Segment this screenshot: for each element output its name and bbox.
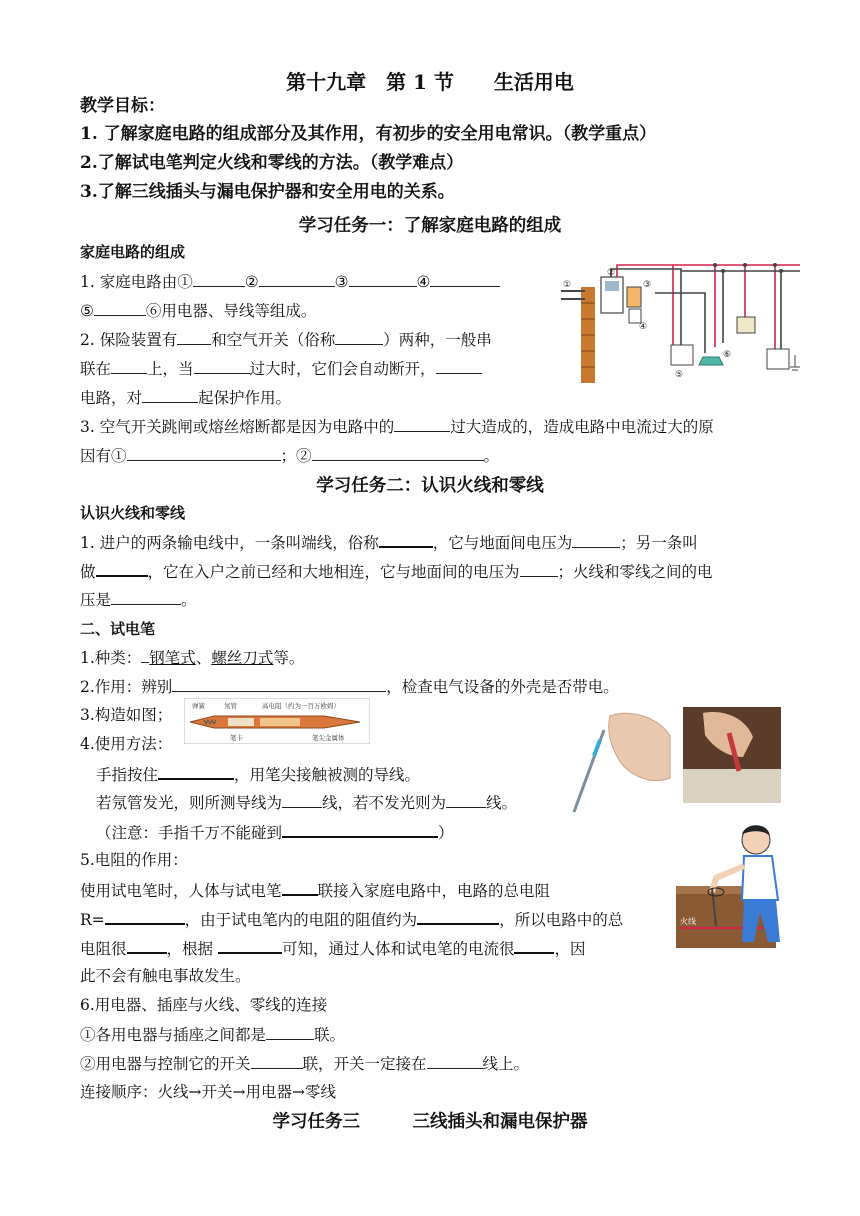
socket-left [671,345,693,365]
task1-q3-line2 [80,445,499,466]
resistance-line4: 此不会有触电事故发生。 [80,967,251,985]
task2-heading: 学习任务二：认识火线和零线 [316,476,544,496]
goal-item-1: 1. 了解家庭电路的组成部分及其作用，有初步的安全用电常识。（教学重点） [80,124,657,144]
blank[interactable] [282,821,438,838]
text: ①各用电器与插座之间都是 [80,1026,267,1044]
pen-label: 高电阻（约为一百万欧姆） [262,702,340,710]
pen-kinds [80,647,304,668]
test-pen-structure-figure [184,698,370,744]
text: ，所以电路中的总 [499,911,624,929]
text: 2. 保险装置有 [80,331,178,349]
blank[interactable] [446,792,486,808]
text: ② [244,273,259,291]
live-wires [617,265,800,357]
method-line2 [96,792,517,813]
circuit-label: ⑥ [723,350,732,360]
desk-surface [683,769,781,803]
task1-q3-line1 [80,416,714,437]
blank[interactable] [282,879,318,896]
text: ，它在入户之前已经和大地相连，它与地面间的电压为 [147,563,520,581]
resistance-line1 [80,879,550,901]
text: 、 [195,649,212,667]
blank[interactable] [572,532,620,548]
text: 螺丝刀式 [211,649,274,667]
pen-label: 笔卡 [230,734,243,742]
blank[interactable] [111,589,181,605]
hand [609,713,670,780]
text: 使用试电笔时，人体与试电笔 [80,882,282,900]
text: ，用笔尖接触被测的导线。 [234,766,421,784]
blank[interactable] [111,358,147,374]
text: 1. 家庭电路由① [80,273,193,291]
text: ，根据 [166,940,218,958]
task2-q1-line3 [80,589,197,610]
task1-q2-line3 [80,387,291,408]
text: 联接入家庭电路中，电路的总电阻 [317,882,551,900]
blank[interactable] [427,1053,483,1069]
text: ⑥用电器、导线等组成。 [145,302,317,320]
blank[interactable] [514,937,554,954]
text: 2.作用：辨别 [80,678,173,696]
fuse-box [627,287,641,307]
text: R= [80,911,105,929]
switch-box [629,309,641,323]
text: ③ [334,273,349,291]
goals-heading: 教学目标： [80,96,165,116]
method-line1 [96,763,420,785]
blank[interactable] [177,329,211,345]
blank[interactable] [158,763,234,780]
blank[interactable] [105,908,185,925]
blank[interactable] [282,792,322,808]
blank[interactable] [335,329,383,345]
task1-heading: 学习任务一：了解家庭电路的组成 [298,216,562,236]
blank[interactable] [266,1024,314,1040]
text: ）两种，一般串 [383,331,492,349]
text: 电路，对 [80,389,143,407]
connection-heading: 6.用电器、插座与火线、零线的连接 [80,996,328,1014]
meter-dial [605,281,619,291]
text: 联，开关一定接在 [302,1055,427,1073]
text: 上，当 [147,360,194,378]
circuit-label: ③ [643,280,652,290]
page-title: 第十九章 第 1 节 生活用电 [286,70,574,94]
text: 1.种类： [80,649,142,667]
blank[interactable] [172,676,386,692]
boy-shirt [742,856,778,900]
text: 起保护作用。 [198,389,292,407]
text: ；② [280,447,312,465]
text: ，因 [554,940,586,958]
text: 3. 空气开关跳闸或熔丝熔断都是因为电路中的 [80,418,395,436]
blank[interactable] [142,387,198,403]
text: ；另一条叫 [620,534,698,552]
text: 等。 [273,649,305,667]
text: 做 [80,563,96,581]
text: ） [438,824,454,842]
boy-using-pen-illustration [676,822,802,950]
blank[interactable] [251,1053,303,1069]
text: 线上。 [482,1055,530,1073]
connection-line2 [80,1053,529,1074]
blank[interactable] [127,445,281,461]
blank[interactable] [520,561,558,577]
ground-symbol [790,355,800,370]
goal-item-3: 3.了解三线插头与漏电保护器和安全用电的关系。 [80,182,455,202]
text: 电阻很 [80,940,127,958]
text: ，检查电气设备的外壳是否带电。 [386,678,619,696]
pen-label: 笔尖金属体 [312,734,345,742]
text: ，它与地面间电压为 [432,534,573,552]
pen-method: 4.使用方法： [80,735,173,753]
circuit-label: ④ [639,322,648,332]
pen-structure: 3.构造如图； [80,706,173,724]
task2-subheading: 认识火线和零线 [80,504,186,522]
text: 因有① [80,447,127,465]
task1-q2-line1 [80,329,492,350]
blank[interactable] [218,937,282,954]
task1-q1-line1 [80,271,500,292]
household-circuit-diagram [555,257,805,385]
test-pen-section-heading: 二、试电笔 [80,620,156,638]
blank[interactable] [259,271,335,287]
text: 。 [483,447,500,465]
wall-switch [737,317,755,333]
task3-heading: 学习任务三 三线插头和漏电保护器 [272,1112,588,1132]
blank[interactable] [194,358,250,374]
neon-tube [228,718,254,726]
socket-right [767,349,789,369]
task1-q2-line2 [80,358,482,379]
blank[interactable] [436,358,482,374]
task1-subheading: 家庭电路的组成 [80,243,186,261]
text: 1. 进户的两条输电线中，一条叫端线，俗称 [80,534,379,552]
blank[interactable] [417,908,499,925]
text: ②用电器与控制它的开关 [80,1055,251,1073]
circuit-label: ① [563,280,572,290]
text: 若氖管发光，则所测导线为 [96,794,283,812]
text: 线。 [486,794,518,812]
text: 联。 [314,1026,346,1044]
blank[interactable] [379,531,433,548]
blank[interactable] [312,445,484,461]
text: 和空气开关（俗称 [211,331,336,349]
method-note [96,821,454,843]
goal-item-2: 2.了解试电笔判定火线和零线的方法。（教学难点） [80,153,464,173]
blank[interactable] [96,560,148,577]
circuit-label: ⑤ [675,370,684,380]
text: ；火线和零线之间的电 [557,563,713,581]
task2-q1-line2 [80,560,713,582]
text: 线，若不发光则为 [322,794,447,812]
text: 压是 [80,591,112,609]
text: ④ [416,273,431,291]
text: ，由于试电笔内的电阻的阻值约为 [184,911,418,929]
blank[interactable] [94,300,146,316]
task2-q1-line1 [80,531,698,553]
blank[interactable] [127,937,167,954]
hand-holding-pen-photo [570,708,674,816]
connection-order: 连接顺序：火线→开关→用电器→零线 [80,1083,336,1101]
blank[interactable] [349,271,417,287]
text: 可知，通过人体和试电笔的电流很 [281,940,515,958]
text: 过大时，它们会自动断开， [249,360,436,378]
fire-wire-label: 火线 [680,917,696,926]
connection-line1 [80,1024,345,1045]
pen-test-photo [683,707,781,803]
pen-grip [594,740,600,756]
text: ⑤ [80,302,94,320]
resistance-line3 [80,937,585,959]
ceiling-lamp [699,357,723,365]
resistor [260,718,300,726]
text: 过大造成的，造成电路中电流过大的原 [450,418,714,436]
text: 。 [181,591,197,609]
blank[interactable] [430,271,500,287]
blank[interactable] [193,271,245,287]
resistance-heading: 5.电阻的作用： [80,851,188,869]
blank[interactable] [394,416,450,432]
task1-q1-line2 [80,300,316,321]
text: （注意：手指千万不能碰到 [96,824,283,842]
pen-use [80,676,619,697]
pen-label: 氖管 [224,702,237,710]
text: 联在 [80,360,112,378]
text: 手指按住 [96,766,159,784]
resistance-line2 [80,908,623,930]
pen-label: 弹簧 [192,702,205,710]
text: 钢笔式 [149,649,196,667]
circuit-label: ② [607,268,616,278]
